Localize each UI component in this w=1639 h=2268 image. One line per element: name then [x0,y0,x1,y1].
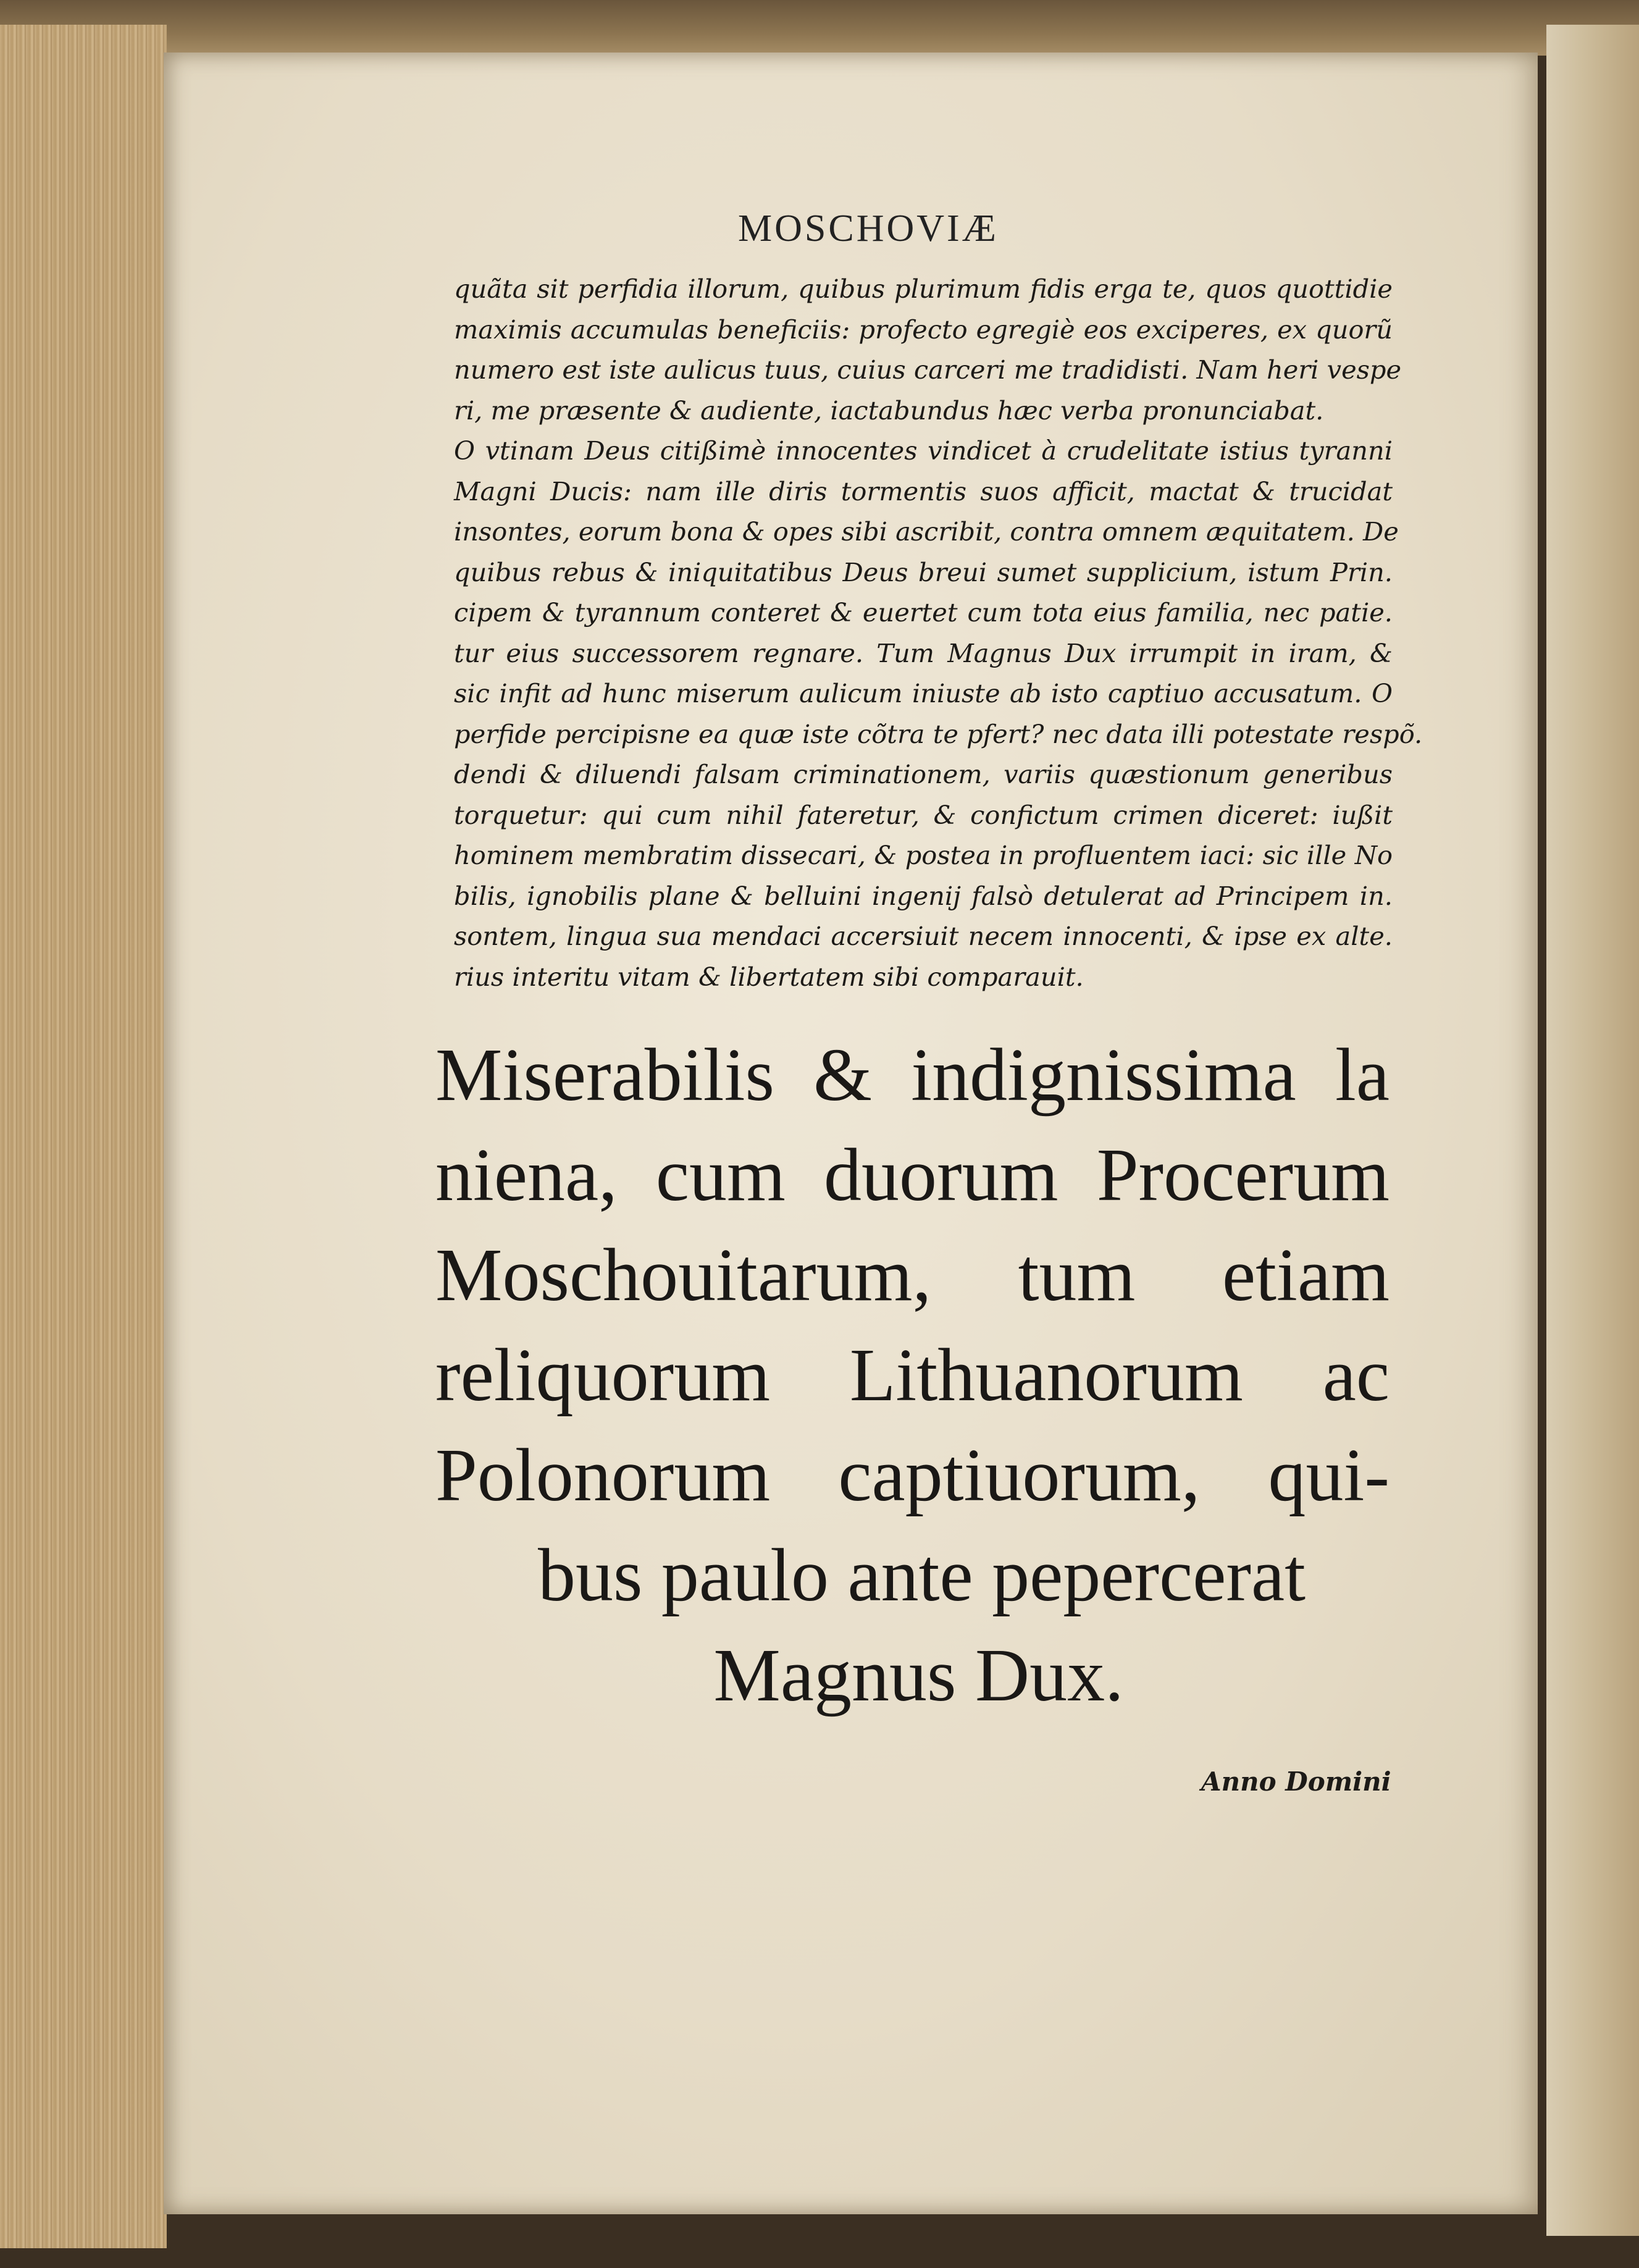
book-page-edges-left [0,25,167,2248]
running-head: MOSCHOVIÆ [738,208,999,250]
heading-line: reliquorum Lithuanorum ac [435,1334,1390,1417]
text-line: numero est iste aulicus tuus, cuius carceri me tradidisti. Nam heri vespe [454,355,1402,385]
text-line: Magni Ducis: nam ille diris tormentis suos afficit, mactat & trucidat [454,476,1393,506]
heading-line: Polonorum captiuorum, qui- [435,1434,1390,1517]
catchword: Anno Domini [1201,1766,1391,1797]
text-line: maximis accumulas beneficiis: profecto egregiè eos exciperes, ex quorũ [454,314,1393,345]
text-line: quibus rebus & iniquitatibus Deus breui sumet supplicium, istum Prin. [454,556,1393,587]
heading-line: Magnus Dux. [713,1634,1124,1717]
text-line: sontem, lingua sua mendaci accersiuit necem innocenti, & ipse ex alte. [454,921,1393,951]
text-line: rius interitu vitam & libertatem sibi comparauit. [454,961,1084,992]
section-heading [435,1025,1390,1726]
text-line: cipem & tyrannum conteret & euertet cum tota eius familia, nec patie. [454,597,1393,628]
text-line: quãta sit perfidia illorum, quibus plurimum fidis erga te, quos quottidie [454,274,1393,304]
heading-line: Moschouitarum, tum etiam [435,1233,1390,1317]
body-text [454,269,1423,997]
text-line: tur eius successorem regnare. Tum Magnus Dux irrumpit in iram, & [454,637,1393,668]
text-line: torquetur: qui cum nihil fateretur, & confictum crimen diceret: iußit [454,799,1393,830]
text-line: hominem membratim dissecari, & postea in profluentem iaci: sic ille No [454,840,1393,870]
text-line: ri, me præsente & audiente, iactabundus hæc verba pronunciabat. [454,395,1324,426]
book-top-edge [0,0,1639,56]
heading-line: bus paulo ante pepercerat [537,1534,1306,1617]
text-line: O vtinam Deus citißimè innocentes vindicet à crudelitate istius tyranni [454,435,1393,466]
text-line: sic infit ad hunc miserum aulicum iniuste ab isto captiuo accusatum. O [454,678,1393,708]
text-line: perfide percipisne ea quæ iste cõtra te pfert? nec data illi potestate respõ. [454,718,1423,749]
heading-line: niena, cum duorum Procerum [435,1133,1390,1217]
text-line: insontes, eorum bona & opes sibi ascribit, contra omnem æquitatem. De [454,516,1399,547]
heading-line: Miserabilis & indignissima la [435,1033,1390,1117]
text-line: dendi & diluendi falsam criminationem, variis quæstionum generibus [454,759,1393,789]
facing-page-edge [1546,25,1639,2236]
text-line: bilis, ignobilis plane & belluini ingenij falsò detulerat ad Principem in. [454,880,1393,911]
